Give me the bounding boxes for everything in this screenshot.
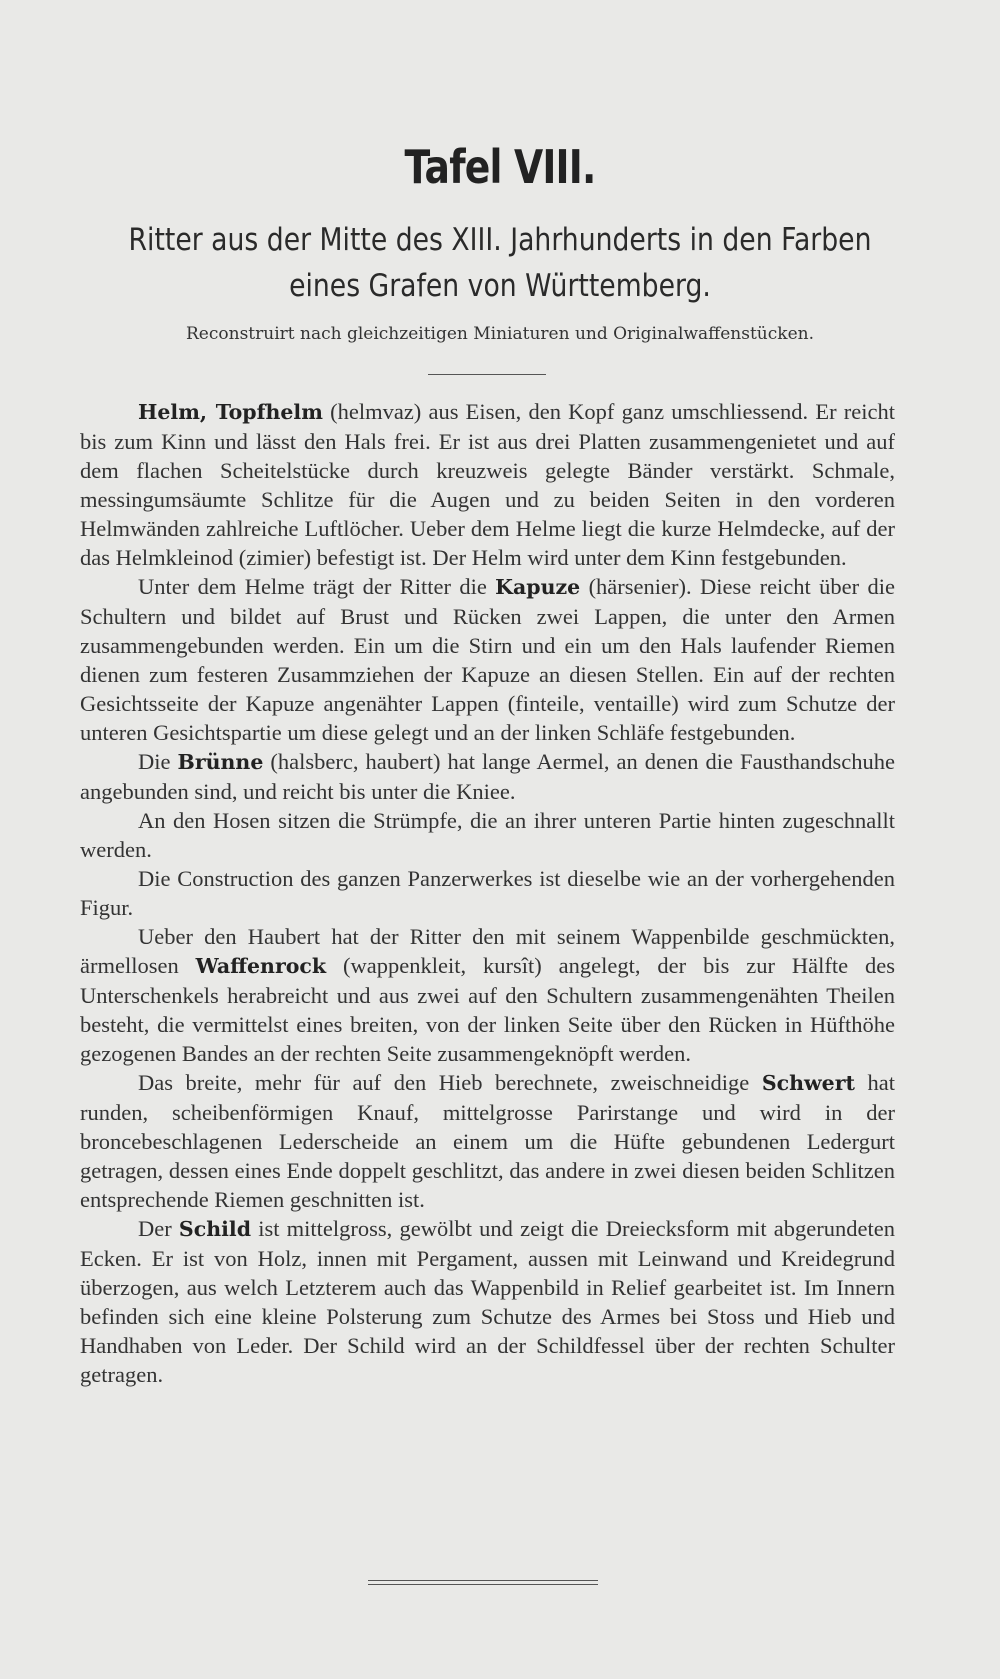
subtitle-line-1: Ritter aus der Mitte des XIII. Jahrhunderts in den Farben [128, 222, 872, 258]
subtitle-line-2: eines Grafen von Württemberg. [289, 268, 711, 304]
paragraph-helm [80, 397, 895, 572]
paragraph-lead: Die Construction des ganzen Panzerwerkes ist dieselbe wie an der vorhergehenden Figur. [80, 866, 895, 920]
paragraph-text: (wappenkleit, kursît) angelegt, der bis zur Hälfte des Unterschenkels herabreicht und aus zwei auf den Schultern zusammengenähten Theilen besteht, die vermittelst eines breiten, von der linken Seite über den Rücken in Hüfthöhe gezogenen Bandes an der rechten Seite zusammengeknöpft werden. [80, 953, 896, 1066]
paragraph-lead: An den Hosen sitzen die Strümpfe, die an ihrer unteren Partie hinten zugeschnallt werden. [80, 808, 895, 862]
paragraph-waffenrock [80, 922, 895, 1068]
paragraph-text: ist mittelgross, gewölbt und zeigt die Dreiecksform mit abgerundeten Ecken. Er ist von Holz, innen mit Pergament, aussen mit Leinwand und Kreidegrund überzogen, aus welch Letzterem auch das Wappenbild in Relief gearbeitet ist. Im Innern befinden sich eine kleine Polsterung zum Schutze des Armes bei Stoss und Hieb und Handhaben von Leder. Der Schild wird an der Schildfessel über der rechten Schulter getragen. [80, 1216, 895, 1387]
term-helm: Helm, Topfhelm [138, 400, 323, 424]
term-schwert: Schwert [761, 1071, 855, 1095]
paragraph-schwert [80, 1068, 895, 1214]
term-schild: Schild [178, 1217, 252, 1241]
term-bruenne: Brünne [177, 750, 264, 774]
paragraph-construction [80, 864, 895, 922]
body-text [80, 397, 895, 1389]
paragraph-lead: Unter dem Helme trägt der Ritter die [138, 574, 496, 599]
paragraph-lead: Das breite, mehr für auf den Hieb berechnete, zweischneidige [138, 1070, 762, 1095]
paragraph-kapuze [80, 572, 895, 747]
paragraph-text: (helmvaz) aus Eisen, den Kopf ganz umschliessend. Er reicht bis zum Kinn und lässt den Hals frei. Er ist aus drei Platten zusammengenietet und auf dem flachen Scheitelstücke durch kreuzweis gelegte Bänder verstärkt. Schmale, messingumsäumte Schlitze für die Augen und zu beiden Seiten in den vorderen Helmwänden zahlreiche Luftlöcher. Ueber dem Helme liegt die kurze Helmdecke, auf der das Helmkleinod (zimier) befestigt ist. Der Helm wird unter dem Kinn festgebunden. [80, 399, 895, 570]
paragraph-lead: Ueber den Haubert hat der Ritter den mit seinem Wappenbilde geschmückten, ärmellosen [80, 924, 895, 978]
section-divider [428, 374, 546, 375]
paragraph-lead: Die [138, 749, 178, 774]
paragraph-bruenne [80, 747, 895, 806]
paragraph-text: hat runden, scheibenförmigen Knauf, mittelgrosse Parirstange und wird in der broncebeschlagenen Lederscheide an einem um die Hüfte gebundenen Ledergurt getragen, dessen eines Ende doppelt geschlitzt, das andere in zwei diesen beiden Schlitzen entsprechende Riemen geschnitten ist. [80, 1070, 895, 1212]
reconstruction-note: Reconstruirt nach gleichzeitigen Miniaturen und Originalwaffenstücken. [186, 324, 814, 344]
paragraph-hosen [80, 806, 895, 864]
paragraph-lead: Der [138, 1216, 179, 1241]
paragraph-text: (härsenier). Diese reicht über die Schultern und bildet auf Brust und Rücken zwei Lappen, die unter den Armen zusammengebunden werden. Ein um die Stirn und ein um den Hals laufender Riemen dienen zum festeren Zusammziehen der Kapuze an diesen Stellen. Ein auf der rechten Gesichtsseite der Kapuze angenähter Lappen (finteile, ventaille) wird zum Schutze der unteren Gesichtspartie um diese gelegt und an der linken Schläfe festgebunden. [80, 574, 895, 745]
term-kapuze: Kapuze [495, 575, 581, 599]
plate-title: Tafel VIII. [404, 140, 596, 194]
term-waffenrock: Waffenrock [195, 954, 327, 978]
end-divider [368, 1580, 598, 1585]
paragraph-text: (halsberc, haubert) hat lange Aermel, an denen die Fausthandschuhe angebunden sind, und reicht bis unter die Kniee. [80, 749, 895, 804]
paragraph-schild [80, 1214, 895, 1389]
